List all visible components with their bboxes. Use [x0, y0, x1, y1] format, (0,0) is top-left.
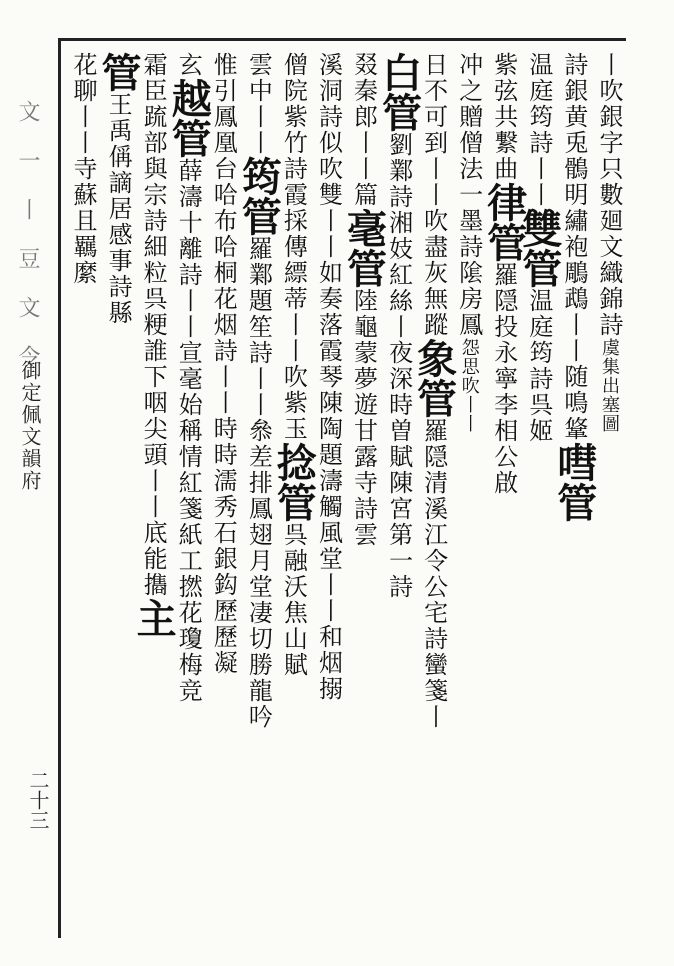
entry-heading: 白管 [375, 52, 423, 132]
column-text: 丨吹銀字只數廻文織錦詩 [594, 52, 623, 338]
text-column [592, 52, 626, 932]
column-text: 臣䟽部與宗詩細粒呉粳誰下咽尖頭丨丨底能㩦 [139, 78, 168, 598]
column-text: 冲之贈僧法一墨詩隂房鳳 [454, 52, 483, 338]
frame-left-rule [58, 38, 61, 938]
column-note: 怨思吹丨丨 [458, 338, 480, 433]
column-text: 詩銀黄兎鶻明繡袍鵰鵡丨丨随鳴䩦 [559, 52, 588, 442]
entry-heading: 嘒管 [550, 442, 598, 522]
text-column [410, 52, 458, 932]
entry-heading: 毫管 [340, 208, 388, 288]
text-column [375, 52, 423, 932]
column-text: 花聊丨丨寺蘇且羈縻 [69, 52, 97, 286]
column-text: 羅隠清溪江令公宅詩蠻箋丨 [419, 418, 448, 730]
column-text: 呉融沃焦山賦 [279, 522, 308, 678]
book-title: 御定佩文韻府 [18, 360, 42, 492]
entry-heading: 筠管 [235, 156, 283, 236]
column-text: 台哈布哈桐花烟詩丨丨時時濡秀石銀鈎歷歷凝 [209, 156, 238, 676]
text-column [130, 52, 178, 932]
column-text: 叕秦郎丨丨篇 [349, 52, 378, 208]
column-text: 惟引鳳凰 [209, 52, 238, 156]
text-column [95, 52, 143, 932]
column-text: 僧院紫竹詩霞採傳縹蒂丨丨吹紫玉 [279, 52, 308, 442]
column-text: 丨夜深時曽賦陳宮第一詩 [384, 314, 413, 600]
column-text: 玄 [174, 52, 203, 78]
entry-heading: 主 [130, 598, 178, 638]
entry-heading: 管 [95, 52, 143, 92]
column-text: 羅隠投永寧李相公啟 [489, 262, 518, 496]
text-column [270, 52, 318, 932]
column-text: 王禹偁謫居感事詩縣 [104, 92, 133, 326]
text-column [311, 52, 345, 932]
entry-heading: 律管 [480, 182, 528, 262]
column-text: 紫弦共繋曲 [489, 52, 518, 182]
text-column [550, 52, 598, 932]
text-body [66, 52, 626, 932]
text-column [340, 52, 388, 932]
column-text: 陳陶題 [314, 390, 343, 468]
entry-heading: 越管 [165, 78, 213, 158]
margin-column [4, 40, 54, 940]
margin-fragment: 文 一 丨 豆 文 令 [15, 100, 40, 377]
column-text: 霜 [139, 52, 168, 78]
column-text: 濤觸風堂丨丨和烟搦 [314, 468, 343, 702]
column-text: 劉鄴詩湘妓紅絲 [384, 132, 413, 314]
column-text: 温庭筠詩丨丨 [524, 52, 553, 208]
text-column [165, 52, 213, 932]
text-column [66, 52, 100, 932]
column-text: 羅鄴題笙詩丨丨叅差排鳳翅月堂凄切勝龍吟 [244, 236, 273, 730]
column-text: 陸龜蒙夢遊甘露寺詩雲 [349, 288, 378, 548]
text-column [480, 52, 528, 932]
frame-top-rule [60, 38, 626, 41]
column-text: 日不可到丨丨吹盡灰無蹤 [419, 52, 448, 338]
column-text: 薛濤十離詩丨丨宣毫始稱情紅箋紙工撚花瓊梅竞 [174, 158, 203, 704]
entry-heading: 雙管 [515, 208, 563, 288]
column-note: 虞集出塞圖 [598, 338, 620, 433]
entry-heading: 象管 [410, 338, 458, 418]
column-text: 温庭筠詩呉姬 [524, 288, 553, 444]
column-text: 雲中丨丨 [244, 52, 273, 156]
column-text: 溪洞詩似吹雙丨丨如奏落霞琴 [314, 52, 343, 390]
entry-heading: 捻管 [270, 442, 318, 522]
page-number: 二十三 [26, 770, 50, 830]
